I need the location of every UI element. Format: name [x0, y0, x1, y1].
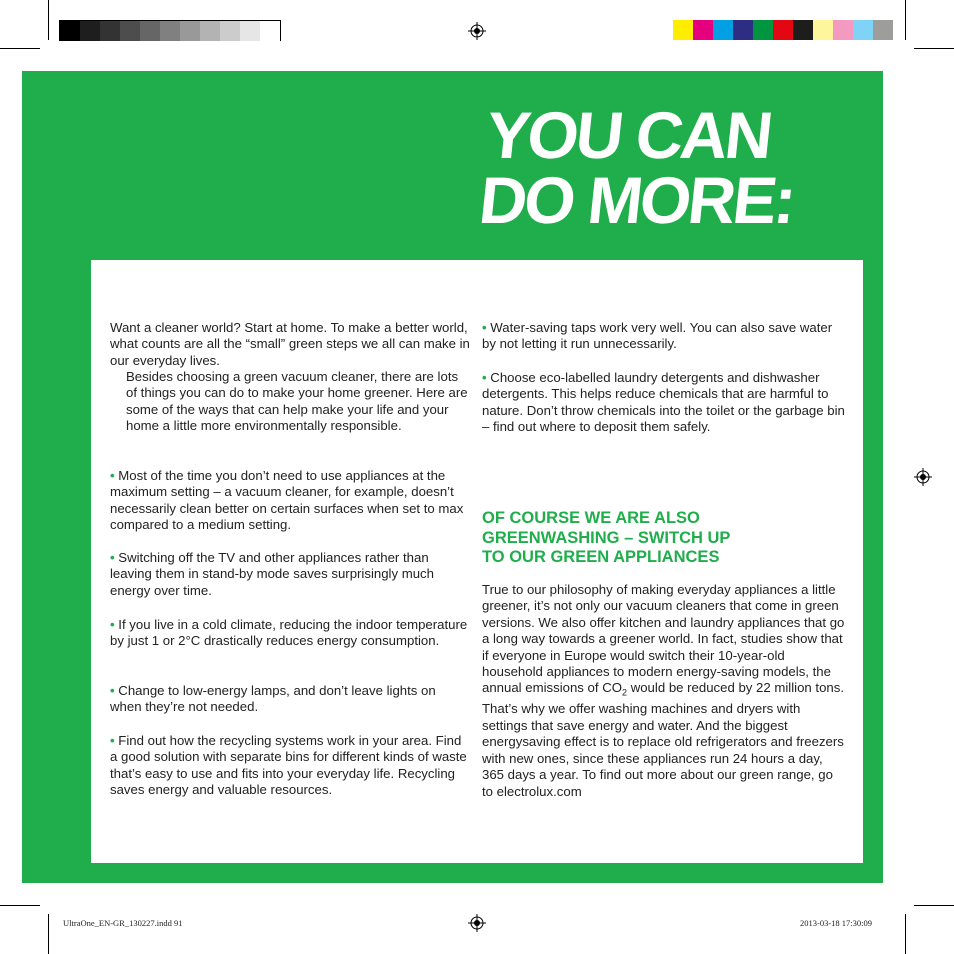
subheading-line-1: OF COURSE WE ARE ALSO: [482, 509, 700, 527]
tip-right-2: [482, 370, 847, 436]
body-text-continued: would be reduced by 22 million tons. That’s why we offer washing machines and dryers with settings that save energy and water. And the biggest energysaving effect is to replace old refrigerators and freezers with new ones, since these appliances run 24 hours a day, 365 days a year. To find out more about our green range, go to electrolux.com: [482, 680, 845, 799]
headline-line-2: DO MORE:: [475, 163, 798, 237]
color-swatch: [793, 20, 813, 40]
color-swatch: [60, 21, 80, 41]
registration-mark-icon: [468, 22, 486, 40]
co2-subscript: 2: [622, 688, 628, 699]
color-swatch: [260, 21, 280, 41]
registration-mark-icon: [468, 914, 486, 932]
crop-mark: [905, 914, 906, 954]
color-swatch: [693, 20, 713, 40]
tip-text: Switching off the TV and other appliances rather than leaving them in stand-by mode saves surprisingly much energy over time.: [110, 550, 434, 598]
color-swatch: [833, 20, 853, 40]
color-swatch: [673, 20, 693, 40]
color-swatch: [180, 21, 200, 41]
tip-left-5: [110, 733, 470, 799]
color-swatch: [813, 20, 833, 40]
bullet-mark: •: [110, 733, 115, 748]
tip-text: Most of the time you don’t need to use appliances at the maximum setting – a vacuum cleaner, for example, doesn’t necessarily clean better on certain surfaces when set to max compared to a medium setting.: [110, 468, 464, 533]
tip-text: Find out how the recycling systems work in your area. Find a good solution with separate bins for different kinds of waste that’s easy to use and fits into your everyday life. Recycling saves energy and valuable resources.: [110, 733, 467, 798]
crop-mark: [48, 914, 49, 954]
footer-filename: UltraOne_EN-GR_130227.indd 91: [63, 918, 183, 928]
tip-right-1: [482, 320, 847, 353]
bullet-mark: •: [110, 683, 115, 698]
tip-left-3: [110, 617, 470, 650]
gray-swatch-bar: [59, 20, 281, 41]
crop-mark: [914, 48, 954, 49]
intro-paragraph-1: Want a cleaner world? Start at home. To make a better world, what counts are all the “small” green steps we all can make in our everyday lives.: [110, 320, 470, 368]
subheading-line-2: GREENWASHING – SWITCH UP: [482, 528, 731, 547]
page-headline: [475, 98, 870, 237]
bullet-mark: •: [110, 550, 115, 565]
bullet-mark: •: [482, 320, 487, 335]
crop-mark: [0, 905, 40, 906]
bullet-mark: •: [110, 617, 115, 632]
tip-left-2: [110, 550, 470, 599]
color-swatch: [733, 20, 753, 40]
color-swatch: [100, 21, 120, 41]
color-swatch: [160, 21, 180, 41]
crop-mark: [905, 0, 906, 40]
color-swatch: [220, 21, 240, 41]
intro-paragraph-2: Besides choosing a green vacuum cleaner, there are lots of things you can do to make your home greener. Here are some of the ways that can help make your life and your home a little more environmentally responsible.: [126, 369, 468, 434]
color-swatch: [873, 20, 893, 40]
headline-line-1: YOU CAN: [482, 98, 774, 172]
subheading-line-3: TO OUR GREEN APPLIANCES: [482, 548, 720, 567]
tip-text: Water-saving taps work very well. You can also save water by not letting it run unnecessarily.: [482, 320, 833, 352]
crop-mark: [0, 48, 40, 49]
body-text: True to our philosophy of making everyday appliances a little greener, it’s not only our vacuum cleaners that come in green versions. We also offer kitchen and laundry appliances that go a long way towards a greener world. In fact, studies show that if everyone in Europe would switch their 10-year-old household appliances to modern energy-saving models, the annual emissions of CO: [482, 582, 845, 696]
tip-left-1: [110, 468, 470, 534]
color-swatch-bar: [673, 20, 893, 40]
color-swatch: [120, 21, 140, 41]
footer-timestamp: 2013-03-18 17:30:09: [800, 918, 873, 928]
color-swatch: [753, 20, 773, 40]
color-swatch: [200, 21, 220, 41]
bullet-mark: •: [110, 468, 115, 483]
color-swatch: [773, 20, 793, 40]
color-swatch: [853, 20, 873, 40]
tip-text: If you live in a cold climate, reducing the indoor temperature by just 1 or 2°C drastically reduces energy consumption.: [110, 617, 468, 649]
crop-mark: [48, 0, 49, 40]
registration-mark-icon: [914, 468, 932, 486]
green-appliances-paragraph: [482, 582, 847, 800]
color-swatch: [140, 21, 160, 41]
color-swatch: [713, 20, 733, 40]
color-swatch: [240, 21, 260, 41]
tip-text: Change to low-energy lamps, and don’t leave lights on when they’re not needed.: [110, 683, 436, 715]
crop-mark: [914, 905, 954, 906]
tip-left-4: [110, 683, 470, 716]
section-subheading: [482, 509, 852, 568]
bullet-mark: •: [482, 370, 487, 385]
color-swatch: [80, 21, 100, 41]
tip-text: Choose eco-labelled laundry detergents and dishwasher detergents. This helps reduce chemicals that are harmful to nature. Don’t throw chemicals into the toilet or the garbage bin – find out where to deposit them safely.: [482, 370, 845, 435]
